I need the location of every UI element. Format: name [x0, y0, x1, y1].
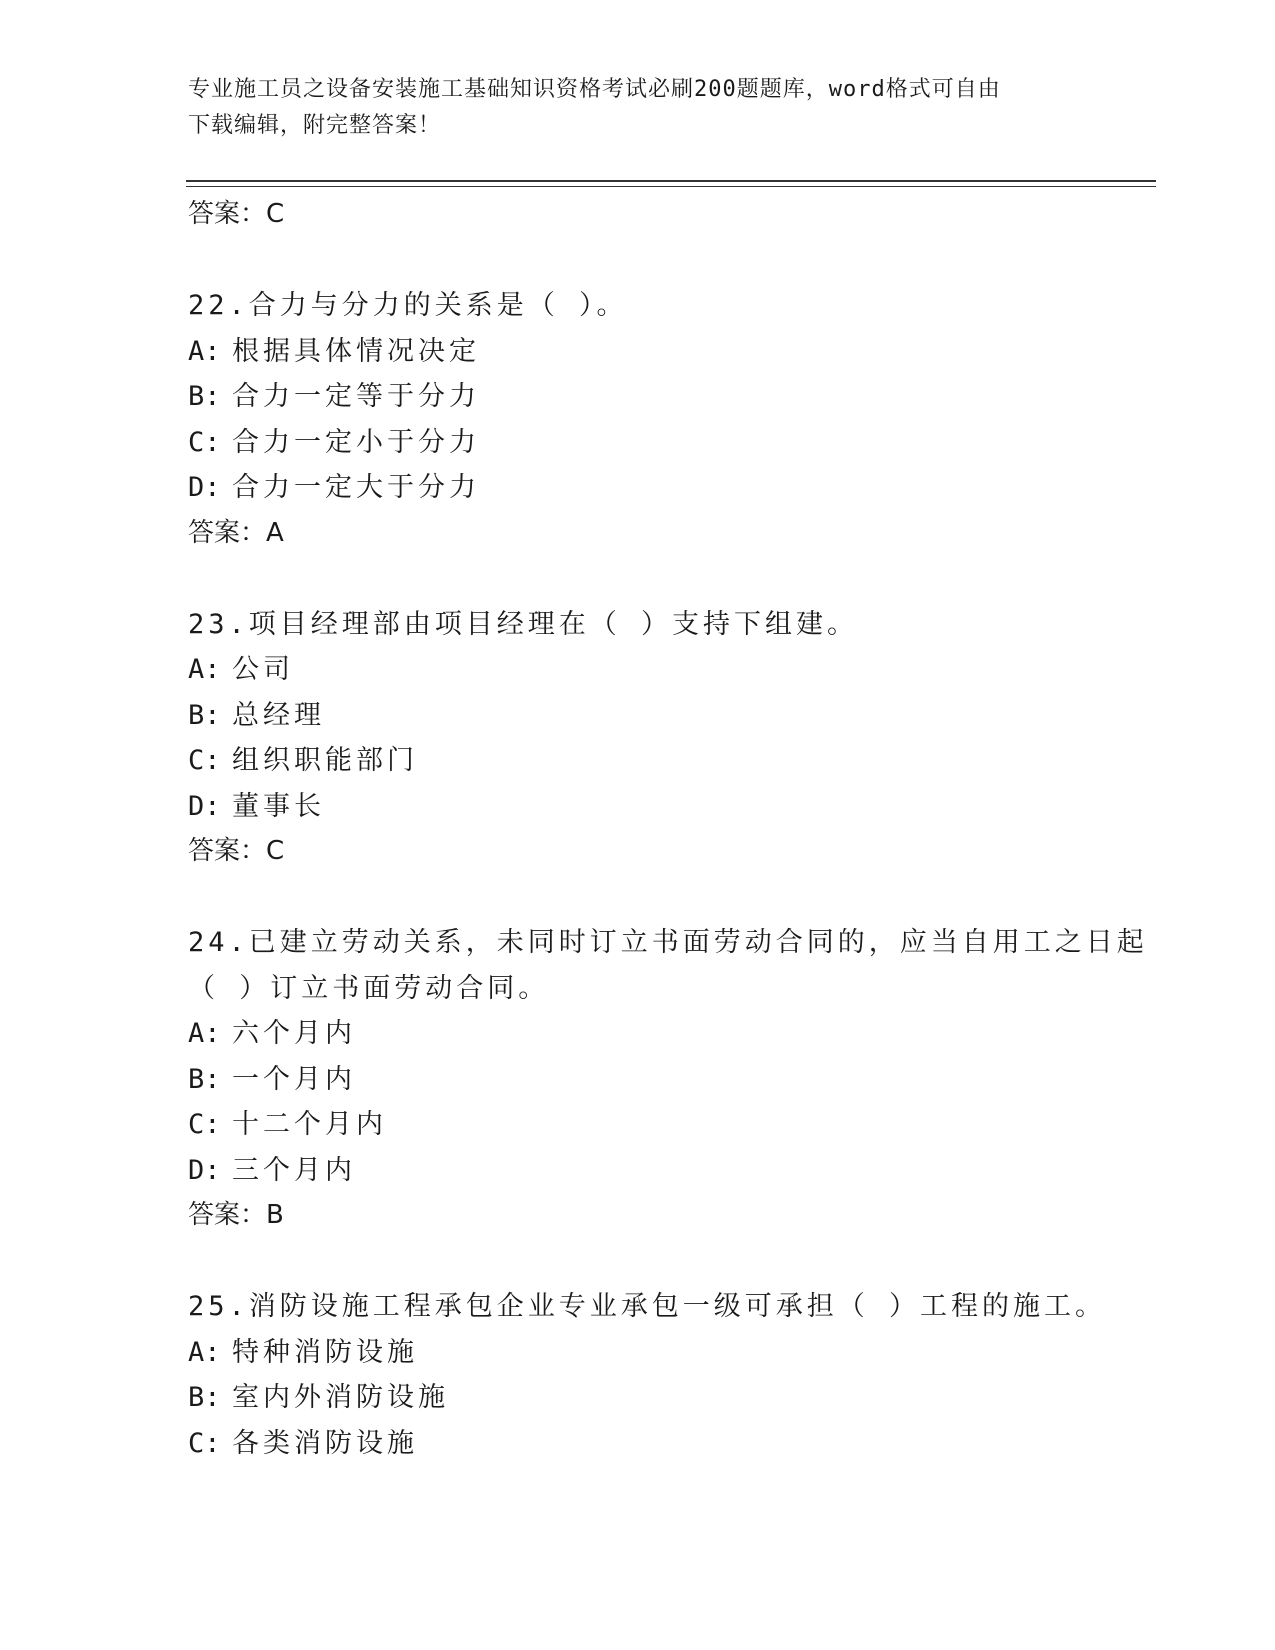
option-letter: D:	[188, 472, 221, 503]
header-line-1: 专业施工员之设备安装施工基础知识资格考试必刷200题题库，word格式可自由	[188, 77, 1001, 102]
option-text: 室内外消防设施	[232, 1382, 449, 1413]
option-d	[188, 784, 1148, 830]
option-c	[188, 738, 1148, 784]
option-letter: B:	[188, 1063, 221, 1095]
option-b	[188, 374, 1148, 420]
document-header	[188, 72, 1068, 144]
header-line-2: 下载编辑，附完整答案！	[188, 113, 442, 138]
question-list	[188, 192, 1148, 1466]
option-text: 根据具体情况决定	[232, 335, 480, 367]
option-letter: A:	[188, 654, 221, 685]
option-text: 合力一定等于分力	[232, 381, 480, 412]
option-text: 各类消防设施	[232, 1427, 418, 1459]
option-d	[188, 1148, 1148, 1194]
option-a	[188, 1330, 1148, 1376]
option-letter: B:	[188, 381, 221, 412]
header-divider-thick	[186, 180, 1156, 182]
option-b	[188, 693, 1148, 739]
question-block-25	[188, 1284, 1148, 1466]
question-block-24	[188, 920, 1148, 1238]
option-letter: A:	[188, 1018, 221, 1049]
option-letter: C:	[188, 1109, 221, 1140]
option-a	[188, 329, 1148, 375]
answer-line: 答案：B	[188, 1200, 284, 1230]
option-a	[188, 647, 1148, 693]
option-letter: C:	[188, 426, 221, 458]
question-text: 25.消防设施工程承包企业专业承包一级可承担（ ）工程的施工。	[188, 1291, 1107, 1322]
option-text: 六个月内	[232, 1018, 356, 1049]
question-text: 22.合力与分力的关系是（ ）。	[188, 290, 628, 321]
option-text: 公司	[232, 654, 294, 685]
option-text: 特种消防设施	[232, 1336, 418, 1368]
option-letter: C:	[188, 1427, 221, 1459]
option-a	[188, 1011, 1148, 1057]
answer-line: 答案：A	[188, 517, 284, 548]
option-c	[188, 1102, 1148, 1148]
option-c	[188, 1421, 1148, 1467]
option-letter: D:	[188, 790, 221, 822]
option-letter: B:	[188, 699, 221, 731]
question-text: 24.已建立劳动关系，未同时订立书面劳动合同的，应当自用工之日起（ ）订立书面劳动合同。	[188, 927, 1148, 1004]
option-letter: D:	[188, 1154, 221, 1186]
option-text: 总经理	[232, 699, 325, 731]
answer-line: 答案：C	[188, 836, 285, 866]
option-c	[188, 420, 1148, 466]
option-text: 董事长	[232, 790, 325, 822]
option-b	[188, 1375, 1148, 1421]
option-text: 合力一定小于分力	[232, 426, 480, 458]
header-divider-thin	[186, 186, 1156, 187]
option-text: 合力一定大于分力	[232, 472, 480, 503]
question-block-23	[188, 602, 1148, 875]
option-letter: A:	[188, 1336, 221, 1368]
option-text: 组织职能部门	[232, 745, 418, 776]
option-text: 三个月内	[232, 1154, 356, 1186]
question-block-22	[188, 283, 1148, 556]
option-letter: B:	[188, 1382, 221, 1413]
option-letter: C:	[188, 745, 221, 776]
option-d	[188, 465, 1148, 511]
option-letter: A:	[188, 335, 221, 367]
option-text: 一个月内	[232, 1063, 356, 1095]
answer-line: 答案：C	[188, 199, 285, 229]
question-text: 23.项目经理部由项目经理在（ ）支持下组建。	[188, 608, 859, 640]
option-b	[188, 1057, 1148, 1103]
option-text: 十二个月内	[232, 1109, 387, 1140]
